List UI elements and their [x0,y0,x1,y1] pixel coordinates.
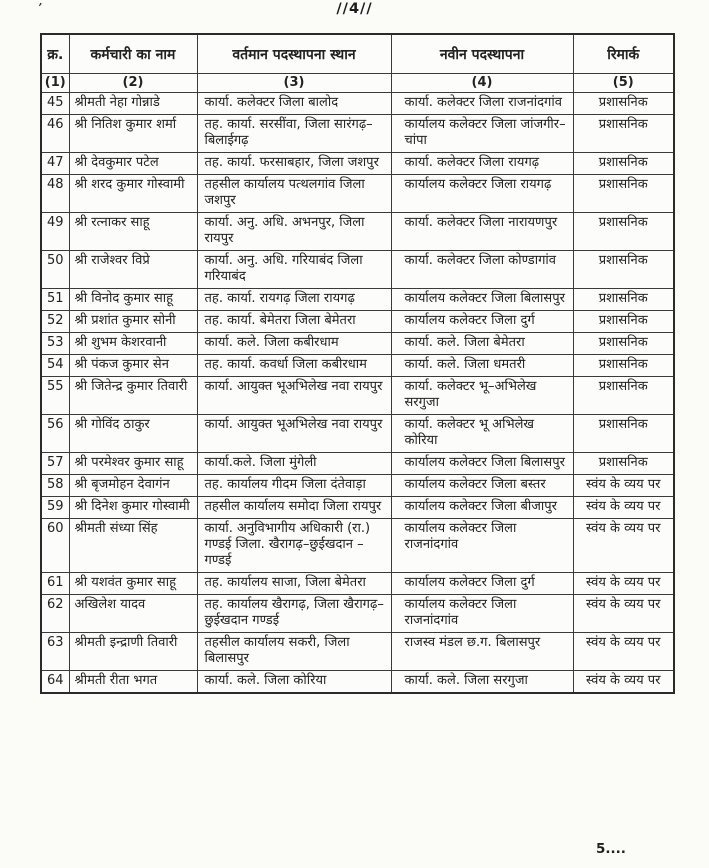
cell-employee-name: श्रीमती इन्द्राणी तिवारी [69,633,197,671]
cell-remark: प्रशासनिक [573,311,674,333]
header-current-posting: वर्तमान पदस्थापना स्थान [197,34,391,74]
cell-current-posting: कार्या. अनुविभागीय अधिकारी (रा.) गण्डई जिला. खैरागढ़–छुईखदान –गण्डई [197,519,391,573]
column-index-3: (3) [197,74,391,93]
cell-remark: स्वंय के व्यय पर [573,475,674,497]
cell-remark: प्रशासनिक [573,333,674,355]
table-row [41,415,674,453]
cell-serial-number: 58 [41,475,69,497]
table-row [41,453,674,475]
cell-employee-name: श्री पंकज कुमार सेन [69,355,197,377]
table-row [41,251,674,289]
cell-serial-number: 54 [41,355,69,377]
cell-employee-name: श्री दिनेश कुमार गोस्वामी [69,497,197,519]
cell-employee-name: श्री परमेश्वर कुमार साहू [69,453,197,475]
header-new-posting: नवीन पदस्थापना [391,34,573,74]
header-remark: रिमार्क [573,34,674,74]
cell-employee-name: श्री नितिश कुमार शर्मा [69,115,197,153]
cell-remark: प्रशासनिक [573,93,674,115]
cell-employee-name: श्री गोविंद ठाकुर [69,415,197,453]
cell-serial-number: 59 [41,497,69,519]
cell-current-posting: तह. कार्या. कवर्धा जिला कबीरधाम [197,355,391,377]
cell-serial-number: 64 [41,671,69,694]
cell-new-posting: कार्यालय कलेक्टर जिला बिलासपुर [391,289,573,311]
cell-employee-name: श्री राजेश्वर विप्रे [69,251,197,289]
cell-current-posting: तह. कार्या. बेमेतरा जिला बेमेतरा [197,311,391,333]
cell-remark: प्रशासनिक [573,175,674,213]
cell-remark: स्वंय के व्यय पर [573,633,674,671]
cell-serial-number: 56 [41,415,69,453]
transfer-order-table [40,33,675,694]
table-row [41,289,674,311]
cell-employee-name: श्री शुभम केशरवानी [69,333,197,355]
cell-remark: प्रशासनिक [573,289,674,311]
table-row [41,93,674,115]
cell-serial-number: 57 [41,453,69,475]
cell-current-posting: कार्या. कले. जिला कोरिया [197,671,391,694]
cell-employee-name: श्री यशवंत कुमार साहू [69,573,197,595]
cell-current-posting: कार्या. अनु. अधि. गरियाबंद जिला गरियाबंद [197,251,391,289]
table-row [41,311,674,333]
cell-serial-number: 60 [41,519,69,573]
cell-employee-name: अखिलेश यादव [69,595,197,633]
table-row [41,633,674,671]
cell-new-posting: कार्यालय कलेक्टर जिला बीजापुर [391,497,573,519]
cell-new-posting: कार्यालय कलेक्टर जिला बस्तर [391,475,573,497]
page-number-top: //4// [336,1,373,17]
cell-current-posting: तहसील कार्यालय समोदा जिला रायपुर [197,497,391,519]
cell-new-posting: कार्यालय कलेक्टर जिला राजनांदगांव [391,519,573,573]
cell-employee-name: श्री प्रशांत कुमार सोनी [69,311,197,333]
header-serial-number: क्र. [41,34,69,74]
cell-new-posting: कार्यालय कलेक्टर जिला बिलासपुर [391,453,573,475]
cell-current-posting: कार्या. अनु. अधि. अभनपुर, जिला रायपुर [197,213,391,251]
cell-serial-number: 46 [41,115,69,153]
cell-current-posting: कार्या. कले. जिला कबीरधाम [197,333,391,355]
cell-employee-name: श्रीमती संध्या सिंह [69,519,197,573]
table-row [41,355,674,377]
column-index-1: (1) [41,74,69,93]
cell-current-posting: कार्या. आयुक्त भूअभिलेख नवा रायपुर [197,377,391,415]
cell-current-posting: तह. कार्यालय साजा, जिला बेमेतरा [197,573,391,595]
cell-remark: प्रशासनिक [573,355,674,377]
cell-serial-number: 50 [41,251,69,289]
cell-current-posting: तहसील कार्यालय सकरी, जिला बिलासपुर [197,633,391,671]
cell-remark: स्वंय के व्यय पर [573,671,674,694]
cell-employee-name: श्री शरद कुमार गोस्वामी [69,175,197,213]
cell-employee-name: श्री जितेन्द्र कुमार तिवारी [69,377,197,415]
cell-new-posting: कार्यालय कलेक्टर जिला दुर्ग [391,311,573,333]
cell-remark: प्रशासनिक [573,115,674,153]
cell-new-posting: राजस्व मंडल छ.ग. बिलासपुर [391,633,573,671]
cell-employee-name: श्री देवकुमार पटेल [69,153,197,175]
cell-serial-number: 55 [41,377,69,415]
cell-remark: प्रशासनिक [573,415,674,453]
table-row [41,115,674,153]
cell-remark: प्रशासनिक [573,213,674,251]
cell-serial-number: 48 [41,175,69,213]
cell-new-posting: कार्या. कले. जिला धमतरी [391,355,573,377]
table-row [41,475,674,497]
cell-current-posting: कार्या. आयुक्त भूअभिलेख नवा रायपुर [197,415,391,453]
table-row [41,377,674,415]
cell-new-posting: कार्यालय कलेक्टर जिला रायगढ़ [391,175,573,213]
cell-remark: स्वंय के व्यय पर [573,519,674,573]
table-row [41,519,674,573]
cell-new-posting: कार्या. कलेक्टर जिला कोण्डागांव [391,251,573,289]
column-index-4: (4) [391,74,573,93]
cell-serial-number: 53 [41,333,69,355]
table-row [41,573,674,595]
cell-serial-number: 45 [41,93,69,115]
cell-current-posting: कार्या. कलेक्टर जिला बालोद [197,93,391,115]
cell-new-posting: कार्या. कलेक्टर जिला रायगढ़ [391,153,573,175]
cell-serial-number: 62 [41,595,69,633]
cell-remark: प्रशासनिक [573,377,674,415]
table-row [41,153,674,175]
cell-new-posting: कार्या. कलेक्टर जिला राजनांदगांव [391,93,573,115]
cell-employee-name: श्री रत्नाकर साहू [69,213,197,251]
cell-remark: स्वंय के व्यय पर [573,573,674,595]
cell-current-posting: तह. कार्यालय गीदम जिला दंतेवाड़ा [197,475,391,497]
cell-new-posting: कार्यालय कलेक्टर जिला दुर्ग [391,573,573,595]
cell-remark: स्वंय के व्यय पर [573,497,674,519]
header-employee-name: कर्मचारी का नाम [69,34,197,74]
cell-current-posting: तह. कार्या. सरसींवा, जिला सारंगढ़–बिलाईगढ़ [197,115,391,153]
cell-serial-number: 47 [41,153,69,175]
cell-employee-name: श्री बृजमोहन देवागंन [69,475,197,497]
table-row [41,497,674,519]
cell-serial-number: 61 [41,573,69,595]
cell-new-posting: कार्या. कले. जिला सरगुजा [391,671,573,694]
cell-current-posting: तह. कार्यालय खैरागढ़, जिला खैरागढ़–छुईखदान गण्डई [197,595,391,633]
cell-new-posting: कार्या. कलेक्टर भू अभिलेख कोरिया [391,415,573,453]
cell-serial-number: 63 [41,633,69,671]
cell-employee-name: श्रीमती नेहा गोन्नाडे [69,93,197,115]
column-index-2: (2) [69,74,197,93]
cell-current-posting: कार्या.कले. जिला मुंगेली [197,453,391,475]
table-row [41,175,674,213]
table-row [41,213,674,251]
cell-current-posting: तह. कार्या. रायगढ़ जिला रायगढ़ [197,289,391,311]
cell-serial-number: 51 [41,289,69,311]
cell-new-posting: कार्या. कलेक्टर भू–अभिलेख सरगुजा [391,377,573,415]
cell-remark: प्रशासनिक [573,153,674,175]
cell-employee-name: श्री विनोद कुमार साहू [69,289,197,311]
table-row [41,671,674,694]
cell-serial-number: 49 [41,213,69,251]
table-row [41,333,674,355]
cell-new-posting: कार्यालय कलेक्टर जिला जांजगीर–चांपा [391,115,573,153]
cell-serial-number: 52 [41,311,69,333]
cell-remark: प्रशासनिक [573,453,674,475]
cell-new-posting: कार्या. कलेक्टर जिला नारायणपुर [391,213,573,251]
table-row [41,595,674,633]
cell-remark: प्रशासनिक [573,251,674,289]
column-index-row [41,74,674,93]
column-index-5: (5) [573,74,674,93]
cell-new-posting: कार्या. कले. जिला बेमेतरा [391,333,573,355]
cell-employee-name: श्रीमती रीता भगत [69,671,197,694]
page-number-bottom: 5.... [596,841,626,857]
cell-current-posting: तहसील कार्यालय पत्थलगांव जिला जशपुर [197,175,391,213]
cell-current-posting: तह. कार्या. फरसाबहार, जिला जशपुर [197,153,391,175]
corner-mark: ’ [35,0,44,18]
cell-new-posting: कार्यालय कलेक्टर जिला राजनांदगांव [391,595,573,633]
cell-remark: स्वंय के व्यय पर [573,595,674,633]
table-body [41,93,674,694]
table-header-row [41,34,674,74]
